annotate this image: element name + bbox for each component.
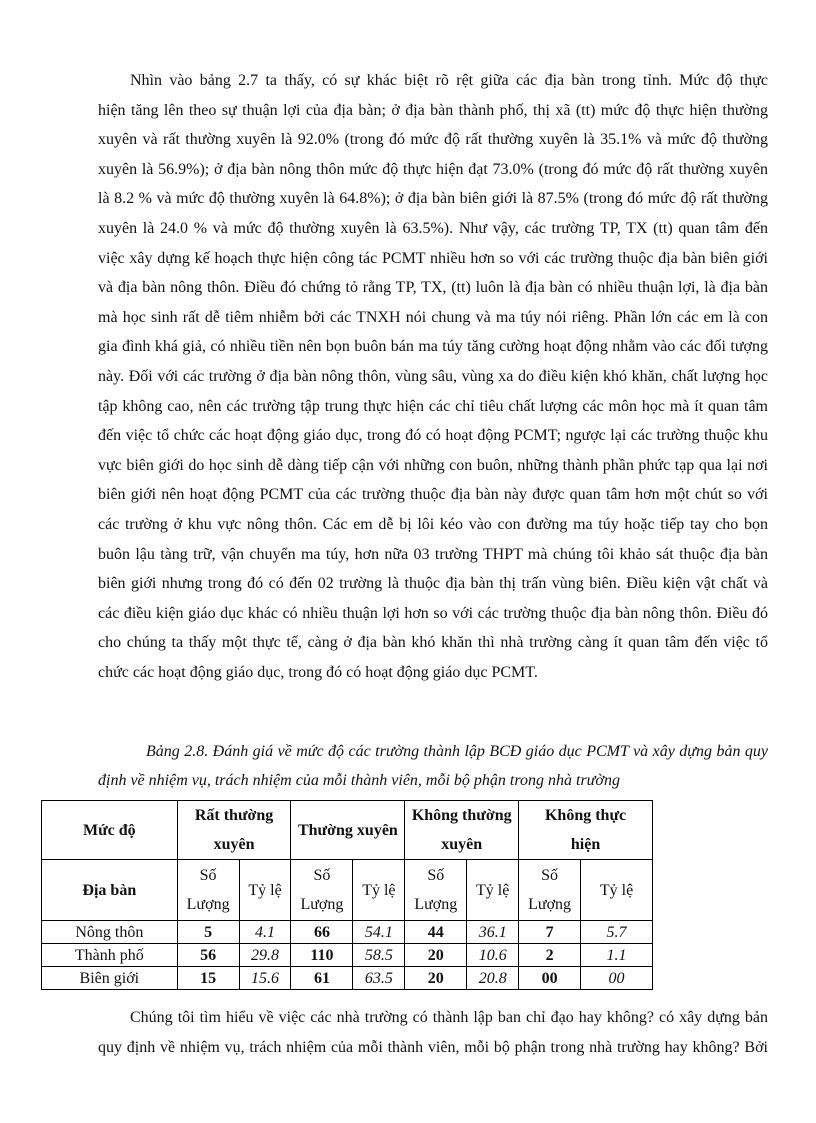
table-caption [98, 737, 768, 795]
cell-rate: 00 [581, 967, 653, 990]
paragraph-line: các trường ở khu vực nông thôn. Các em dễ bị lôi kéo vào con đường ma túy hoặc tiếp tay cho bọn [98, 515, 768, 533]
subheader-text: Lượng [528, 896, 572, 913]
paragraph-line: này. Đối với các trường ở địa bàn nông thôn, vùng sâu, vùng xa do điều kiện khó khăn, chất lượng học [98, 367, 768, 385]
paragraph-line: quy định về nhiệm vụ, trách nhiệm của mỗi thành viên, mỗi bộ phận trong nhà trường hay không? Bởi [98, 1038, 768, 1056]
caption-line: định về nhiệm vụ, trách nhiệm của mỗi thành viên, mỗi bộ phận trong nhà trường [98, 772, 620, 789]
assessment-table [41, 800, 653, 990]
subheader-rate: Tỷ lệ [239, 860, 291, 921]
group-label: Thường xuyên [297, 821, 398, 839]
paragraph-line: chức các hoạt động giáo dục, trong đó có hoạt động giáo dục PCMT. [98, 663, 538, 681]
paragraph-line: đến việc tổ chức các hoạt động giáo dục, trong đó có hoạt động PCMT; ngược lại các trường thuộc khu [98, 427, 768, 445]
cell-count: 20 [405, 944, 467, 967]
paragraph-line: cho chúng ta thấy một thực tế, càng ở địa bàn khó khăn thì nhà trường càng ít quan tâm đến việc tổ [98, 634, 768, 652]
paragraph-line: tập không cao, nên các trường tập trung thực hiện các chỉ tiêu chất lượng các môn học mà ít quan tâm [98, 397, 768, 415]
cell-count: 110 [291, 944, 353, 967]
row-area: Biên giới [42, 967, 178, 990]
cell-count: 66 [291, 921, 353, 944]
cell-rate: 1.1 [581, 944, 653, 967]
paragraph-line: biên giới nên hoạt động PCMT của các trường thuộc địa bàn này được quan tâm hơn một chút so với [98, 486, 768, 504]
line-text: Nhìn vào bảng 2.7 ta thấy, có sự khác biệt rõ rệt giữa các địa bàn trong tỉnh. Mức độ thực [130, 72, 768, 89]
subheader-rate: Tỷ lệ [353, 860, 405, 921]
cell-count: 2 [519, 944, 581, 967]
paragraph-line: biên giới nhưng trong đó có đến 02 trường là thuộc địa bàn thị trấn vùng biên. Điều kiện vật chất và [98, 575, 768, 593]
subheader-text: Lượng [186, 896, 230, 913]
header-group [519, 801, 653, 860]
subheader-rate: Tỷ lệ [467, 860, 519, 921]
subheader-text: Số [427, 867, 445, 884]
cell-rate: 10.6 [467, 944, 519, 967]
paragraph-line: và địa bàn nông thôn. Điều đó chứng tỏ rằng TP, TX, (tt) luôn là địa bàn có nhiều thuận lợi, là địa bàn [98, 279, 768, 297]
header-group [291, 801, 405, 860]
paragraph-line: là 8.2 % và mức độ thường xuyên là 64.8%); ở địa bàn biên giới là 87.5% (trong đó mức độ rất thường [98, 190, 768, 208]
caption-line: Bảng 2.8. Đánh giá về mức độ các trường thành lập BCĐ giáo dục PCMT và xây dựng bản quy [146, 743, 768, 760]
group-label: xuyên [441, 836, 483, 853]
cell-count: 44 [405, 921, 467, 944]
cell-rate: 20.8 [467, 967, 519, 990]
paragraph-line: hiện tăng lên theo sự thuận lợi của địa bàn; ở địa bàn thành phố, thị xã (tt) mức độ thực hiện thường [98, 101, 768, 119]
subheader-text: Số [313, 867, 331, 884]
cell-count: 15 [177, 967, 239, 990]
followup-paragraph [98, 1003, 768, 1062]
paragraph-line: xuyên và rất thường xuyên là 92.0% (trong đó mức độ rất thường xuyên là 35.1% và mức độ thường [98, 131, 768, 149]
header-area: Địa bàn [42, 860, 178, 921]
paragraph-line: xuyên là 24.0 % và mức độ thường xuyên là 63.5%). Như vậy, các trường TP, TX (tt) quan tâm đến [98, 219, 768, 237]
row-area: Nông thôn [42, 921, 178, 944]
cell-rate: 63.5 [353, 967, 405, 990]
header-level: Mức độ [42, 801, 178, 860]
cell-count: 00 [519, 967, 581, 990]
cell-count: 56 [177, 944, 239, 967]
subheader-count [291, 860, 353, 921]
subheader-rate: Tỷ lệ [581, 860, 653, 921]
paragraph-line: gia đình khá giả, có nhiều tiền nên bọn buôn bán ma túy tăng cường hoạt động nhằm vào các đối tượng [98, 338, 768, 356]
header-group [177, 801, 291, 860]
subheader-text: Số [541, 867, 559, 884]
subheader-count [177, 860, 239, 921]
subheader-count [405, 860, 467, 921]
cell-rate: 4.1 [239, 921, 291, 944]
paragraph-line: mà học sinh rất dễ tiêm nhiễm bởi các TNXH nói chung và ma túy nói riêng. Phần lớn các em là con [98, 308, 768, 326]
paragraph-line: xuyên là 56.9%); ở địa bàn nông thôn mức độ thực hiện đạt 73.0% (trong đó mức độ rất thường xuyên [98, 160, 768, 178]
group-label: Rất thường [194, 807, 274, 824]
cell-rate: 58.5 [353, 944, 405, 967]
cell-rate: 5.7 [581, 921, 653, 944]
header-group [405, 801, 519, 860]
line-text: Chúng tôi tìm hiểu về việc các nhà trường có thành lập ban chỉ đạo hay không? có xây dựng bản [130, 1009, 768, 1026]
table-row [42, 967, 653, 990]
table-header-row [42, 801, 653, 860]
paragraph-line [98, 1003, 768, 1033]
paragraph-line [98, 66, 768, 96]
subheader-count [519, 860, 581, 921]
row-area: Thành phố [42, 944, 178, 967]
table-row [42, 944, 653, 967]
cell-count: 5 [177, 921, 239, 944]
cell-count: 7 [519, 921, 581, 944]
subheader-text: Lượng [414, 896, 458, 913]
cell-rate: 29.8 [239, 944, 291, 967]
paragraph-line: việc xây dựng kế hoạch thực hiện công tác PCMT nhiều hơn so với các trường thuộc địa bàn biên giới [98, 249, 768, 267]
group-label: xuyên [213, 836, 255, 853]
paragraph-line: buôn lậu tàng trữ, vận chuyển ma túy, hơn nữa 03 trường THPT mà chúng tôi khảo sát thuộc địa bàn [98, 545, 768, 563]
analysis-paragraph [98, 66, 768, 687]
cell-rate: 54.1 [353, 921, 405, 944]
cell-count: 20 [405, 967, 467, 990]
cell-rate: 15.6 [239, 967, 291, 990]
paragraph-line: các điều kiện giáo dục khác có nhiều thuận lợi hơn so với các trường thuộc địa bàn nông thôn. Điều đó [98, 604, 768, 622]
cell-rate: 36.1 [467, 921, 519, 944]
subheader-text: Số [199, 867, 217, 884]
group-label: hiện [570, 836, 601, 853]
group-label: Không thường [411, 807, 512, 824]
subheader-text: Lượng [300, 896, 344, 913]
paragraph-line: vực biên giới do học sinh dễ dàng tiếp cận với những con buôn, những thành phần phức tạp qua lại nơi [98, 456, 768, 474]
group-label: Không thực [544, 807, 627, 824]
table-row [42, 921, 653, 944]
table-subheader-row [42, 860, 653, 921]
cell-count: 61 [291, 967, 353, 990]
